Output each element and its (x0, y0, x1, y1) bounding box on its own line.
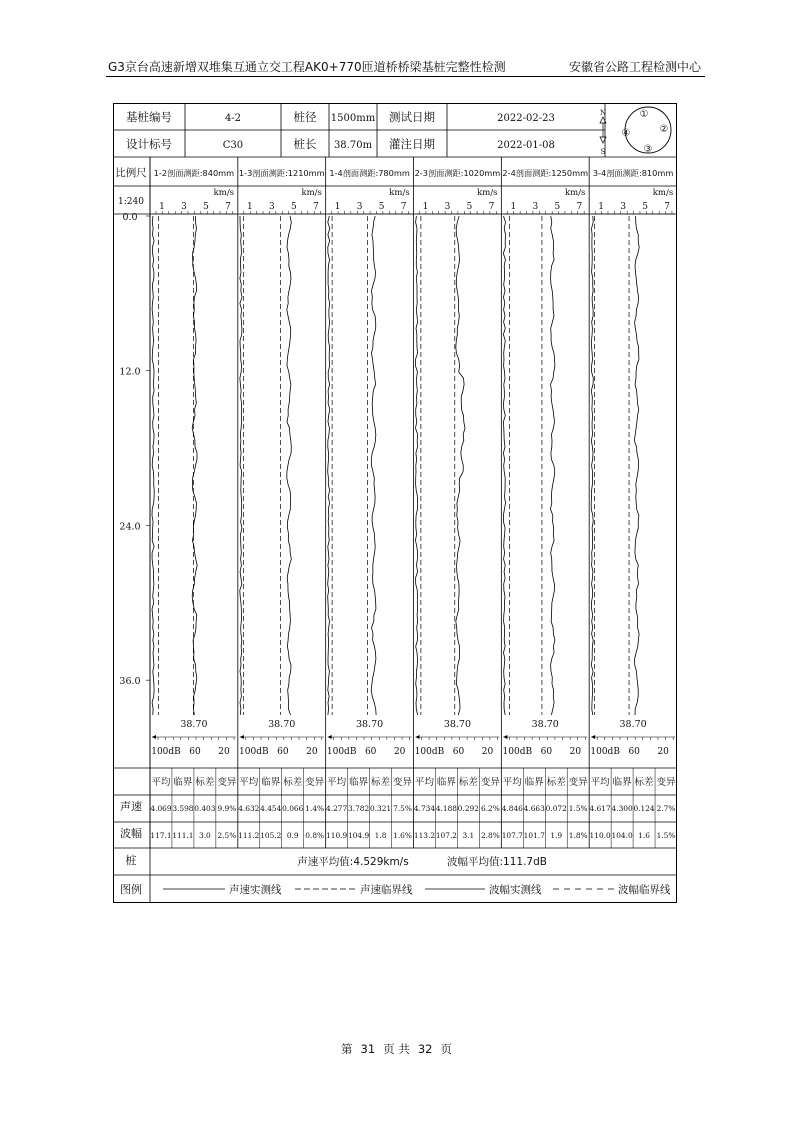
speed-unit: km/s (564, 188, 586, 198)
speed-stat-value: 0.292 (457, 804, 479, 813)
footer-prefix: 第 (341, 1042, 353, 1056)
amp-stat-value: 1.8% (568, 831, 588, 840)
profile-column (589, 157, 675, 768)
speed-measured-line (416, 216, 418, 715)
test-date-label: 测试日期 (389, 110, 435, 124)
amp-measured-line (371, 216, 376, 715)
depth-end-label: 38.70 (531, 719, 559, 730)
pour-date-value: 2022-01-08 (497, 140, 555, 151)
amp-tick-label: 20 (481, 747, 494, 757)
speed-stat-value: 1.4% (305, 804, 325, 813)
profile-stats (238, 768, 325, 848)
speed-tick-label: 7 (488, 202, 495, 212)
speed-stat-value: 0.124 (633, 804, 655, 813)
amp-tick-label: 60 (628, 747, 640, 757)
amp-stat-value: 2.5% (217, 831, 237, 840)
speed-stat-value: 4.277 (326, 804, 348, 813)
profile-stats (589, 768, 676, 848)
header-rule (106, 76, 705, 77)
amp-tick-label: 100dB (502, 747, 533, 757)
depth-axis (119, 212, 150, 687)
speed-tick-label: 7 (400, 202, 407, 212)
legend-speed-measured: 声速实测线 (229, 884, 282, 896)
amp-stat-value: 0.9 (286, 831, 299, 840)
profile-name: 1-2剖面测距:840mm (153, 168, 235, 178)
amp-tick-label: 20 (218, 747, 230, 757)
amp-stat-value: 105.2 (260, 831, 282, 840)
stat-header: 标差 (458, 777, 478, 788)
scale-ratio: 1:240 (118, 197, 144, 207)
amp-stat-value: 3.1 (462, 831, 475, 840)
amp-stat-value: 113.2 (413, 831, 436, 840)
speed-stat-value: 0.066 (282, 804, 304, 813)
profile-stats (150, 768, 237, 848)
stat-header: 临界 (173, 777, 193, 788)
stat-header: 平均 (590, 777, 610, 788)
speed-tick-label: 5 (554, 202, 561, 212)
speed-measured-line (591, 216, 593, 715)
report-frame (113, 103, 677, 903)
depth-tick-label: 12.0 (119, 366, 141, 378)
length-value: 38.70m (333, 140, 373, 151)
stat-header: 平均 (502, 777, 522, 788)
speed-stat-value: 4.188 (435, 804, 458, 813)
amp-stat-value: 110.9 (326, 831, 348, 840)
amp-stat-value: 101.7 (523, 831, 545, 840)
profile-stats (501, 768, 588, 848)
speed-tick-label: 1 (510, 202, 517, 212)
amp-tick-label: 20 (306, 747, 318, 757)
stat-header: 变异 (393, 777, 413, 788)
page-footer (0, 1041, 793, 1057)
speed-tick-label: 1 (246, 202, 253, 212)
amp-stat-value: 1.9 (550, 831, 563, 840)
report-header-org: 安徽省公路工程检测中心 (568, 60, 701, 74)
tube-4-label: ④ (621, 128, 631, 139)
speed-tick-label: 7 (576, 202, 583, 212)
stat-header: 变异 (656, 777, 676, 788)
speed-stat-value: 3.782 (348, 804, 370, 813)
profile-stats (413, 768, 500, 848)
speed-stat-value: 9.9% (217, 804, 237, 813)
speed-measured-line (240, 216, 242, 715)
diameter-value: 1500mm (330, 113, 376, 124)
compass-north: N (599, 109, 607, 117)
profile-name: 1-4剖面测距:780mm (329, 168, 410, 178)
stat-header: 标差 (634, 777, 654, 788)
speed-tick-label: 5 (290, 202, 297, 212)
axis-arrow-icon (415, 735, 419, 739)
stat-header: 标差 (546, 777, 566, 788)
stat-header: 平均 (414, 777, 434, 788)
speed-tick-label: 7 (664, 202, 671, 212)
profile-name: 2-3剖面测距:1020mm (414, 168, 501, 178)
speed-unit: km/s (477, 188, 498, 198)
pour-date-label: 灌注日期 (389, 137, 435, 151)
speed-stat-value: 7.5% (393, 804, 412, 813)
axis-arrow-icon (240, 735, 244, 739)
amp-tick-label: 60 (189, 747, 201, 757)
stat-header: 变异 (568, 777, 588, 788)
amp-stat-value: 2.8% (480, 831, 500, 840)
amp-tick-label: 100dB (151, 747, 181, 757)
amp-stat-value: 1.6% (393, 831, 412, 840)
legend-amp-measured: 波幅实测线 (489, 884, 542, 896)
speed-unit: km/s (213, 188, 235, 198)
speed-stat-value: 4.632 (238, 804, 260, 813)
amp-stat-value: 0.8% (305, 831, 325, 840)
axis-arrow-icon (503, 735, 507, 739)
amp-stat-value: 107.7 (501, 831, 523, 840)
footer-mid: 页 共 (383, 1042, 410, 1056)
profile-column (326, 157, 412, 768)
stat-header: 标差 (283, 777, 303, 788)
footer-total: 32 (417, 1042, 433, 1056)
stat-header: 临界 (436, 777, 456, 788)
stat-header: 标差 (195, 777, 215, 788)
amp-tick-label: 100dB (326, 747, 357, 757)
amp-tick-label: 60 (364, 747, 377, 757)
amp-stat-value: 111.2 (238, 831, 260, 840)
grade-value: C30 (222, 140, 244, 151)
stat-header: 平均 (327, 777, 347, 788)
profile-column (150, 157, 236, 768)
speed-stat-value: 4.300 (611, 804, 633, 813)
amp-tick-label: 100dB (414, 747, 445, 757)
speed-tick-label: 1 (334, 202, 341, 212)
speed-tick-label: 1 (598, 202, 605, 212)
amp-stat-value: 107.2 (435, 831, 458, 840)
test-date-value: 2022-02-23 (497, 113, 555, 124)
pile-no-value: 4-2 (224, 113, 242, 124)
speed-tick-label: 3 (356, 202, 363, 212)
tube-3-label: ③ (643, 144, 653, 155)
depth-tick-label: 36.0 (119, 676, 141, 688)
amp-average: 波幅平均值:111.7dB (447, 856, 547, 868)
amp-tick-label: 60 (540, 747, 553, 757)
amp-row-label: 波幅 (120, 827, 142, 840)
amp-stat-value: 111.1 (172, 831, 194, 840)
speed-unit: km/s (389, 188, 410, 198)
amp-stat-value: 104.9 (348, 831, 370, 840)
amp-tick-label: 20 (657, 747, 669, 757)
amp-stat-value: 110.0 (589, 831, 611, 840)
stat-header: 临界 (612, 777, 632, 788)
tube-layout-diagram (600, 107, 671, 156)
tube-1-label: ① (639, 109, 649, 120)
legend-row-label: 图例 (120, 883, 142, 896)
diameter-label: 桩径 (293, 110, 317, 124)
speed-tick-label: 7 (225, 202, 231, 212)
stat-header: 变异 (217, 777, 237, 788)
amp-measured-line (634, 216, 639, 715)
stat-header: 标差 (371, 777, 391, 788)
amp-measured-line (456, 216, 465, 715)
report-header-title: G3京台高速新增双堆集互通立交工程AK0+770匝道桥桥梁基桩完整性检测 (108, 60, 506, 74)
stat-header: 平均 (151, 777, 171, 788)
depth-end-label: 38.70 (180, 719, 208, 730)
speed-stat-value: 4.069 (150, 804, 172, 813)
pile-no-label: 基桩编号 (126, 110, 172, 124)
amp-stat-value: 1.8 (374, 831, 387, 840)
profile-name: 2-4剖面测距:1250mm (502, 168, 589, 178)
depth-end-label: 38.70 (443, 719, 472, 730)
depth-end-label: 38.70 (619, 719, 647, 730)
profile-column (413, 157, 500, 768)
speed-tick-label: 3 (620, 202, 627, 212)
speed-tick-label: 3 (532, 202, 539, 212)
amp-measured-line (551, 216, 555, 715)
speed-stat-value: 4.734 (413, 804, 436, 813)
amp-measured-line (192, 216, 197, 715)
speed-row-label: 声速 (120, 800, 142, 813)
legend-amp-critical: 波幅临界线 (618, 884, 671, 896)
axis-arrow-icon (328, 735, 332, 739)
amp-tick-label: 20 (569, 747, 582, 757)
speed-stat-value: 4.663 (523, 804, 545, 813)
amp-stat-value: 3.0 (199, 831, 211, 840)
depth-end-label: 38.70 (268, 719, 296, 730)
depth-tick-label: 24.0 (119, 521, 141, 533)
profile-column (501, 157, 588, 768)
speed-stat-value: 4.454 (260, 804, 282, 813)
compass-south: S (600, 148, 606, 156)
speed-stat-value: 6.2% (480, 804, 500, 813)
speed-tick-label: 5 (378, 202, 385, 212)
speed-tick-label: 5 (203, 202, 209, 212)
amp-tick-label: 60 (452, 747, 465, 757)
profile-name: 1-3剖面测距:1210mm (238, 168, 325, 178)
profile-stats (326, 768, 413, 848)
tube-2-label: ② (659, 124, 669, 135)
footer-suffix: 页 (440, 1042, 452, 1056)
speed-stat-value: 4.617 (589, 804, 611, 813)
profiles-layer (150, 157, 675, 768)
scale-label: 比例尺 (115, 167, 147, 179)
stat-header: 变异 (480, 777, 500, 788)
speed-stat-value: 2.7% (656, 804, 676, 813)
speed-unit: km/s (301, 188, 322, 198)
speed-unit: km/s (652, 188, 674, 198)
stat-header: 临界 (261, 777, 281, 788)
stat-header: 平均 (239, 777, 259, 788)
speed-stat-value: 0.072 (545, 804, 567, 813)
footer-page: 31 (360, 1042, 376, 1056)
speed-tick-label: 7 (312, 202, 319, 212)
amp-tick-label: 100dB (239, 747, 269, 757)
speed-tick-label: 5 (466, 202, 473, 212)
speed-stat-value: 4.846 (501, 804, 523, 813)
speed-stat-value: 0.321 (369, 804, 392, 813)
speed-tick-label: 1 (159, 202, 165, 212)
speed-tick-label: 3 (181, 202, 187, 212)
speed-tick-label: 3 (268, 202, 275, 212)
depth-end-label: 38.70 (355, 719, 384, 730)
axis-arrow-icon (591, 735, 595, 739)
stat-header: 临界 (524, 777, 544, 788)
amp-stat-value: 117.1 (150, 831, 172, 840)
amp-stat-value: 1.5% (656, 831, 676, 840)
amp-measured-line (287, 216, 292, 715)
stat-header: 临界 (349, 777, 369, 788)
axis-arrow-icon (152, 735, 156, 739)
speed-stat-value: 3.598 (172, 804, 194, 813)
amp-tick-label: 20 (393, 747, 406, 757)
speed-measured-line (503, 216, 505, 715)
amp-stat-value: 1.6 (638, 831, 650, 840)
speed-tick-label: 3 (444, 202, 451, 212)
speed-measured-line (152, 216, 154, 715)
pile-row-label: 桩 (125, 854, 137, 867)
depth-tick-label: 0.0 (122, 212, 138, 223)
stats-layer (150, 768, 676, 848)
stat-header: 变异 (305, 777, 325, 788)
amp-tick-label: 60 (277, 747, 289, 757)
speed-stat-value: 0.403 (194, 804, 216, 813)
amp-tick-label: 100dB (590, 747, 620, 757)
speed-measured-line (328, 216, 330, 715)
length-label: 桩长 (293, 137, 317, 151)
speed-tick-label: 1 (422, 202, 429, 212)
speed-tick-label: 5 (642, 202, 649, 212)
legend-speed-critical: 声速临界线 (360, 884, 413, 896)
speed-stat-value: 1.5% (568, 804, 588, 813)
speed-average: 声速平均值:4.529km/s (297, 856, 409, 868)
amp-stat-value: 104.0 (611, 831, 633, 840)
profile-column (238, 157, 325, 768)
profile-name: 3-4剖面测距:810mm (592, 168, 674, 178)
legend (163, 883, 671, 896)
grade-label: 设计标号 (126, 137, 172, 151)
